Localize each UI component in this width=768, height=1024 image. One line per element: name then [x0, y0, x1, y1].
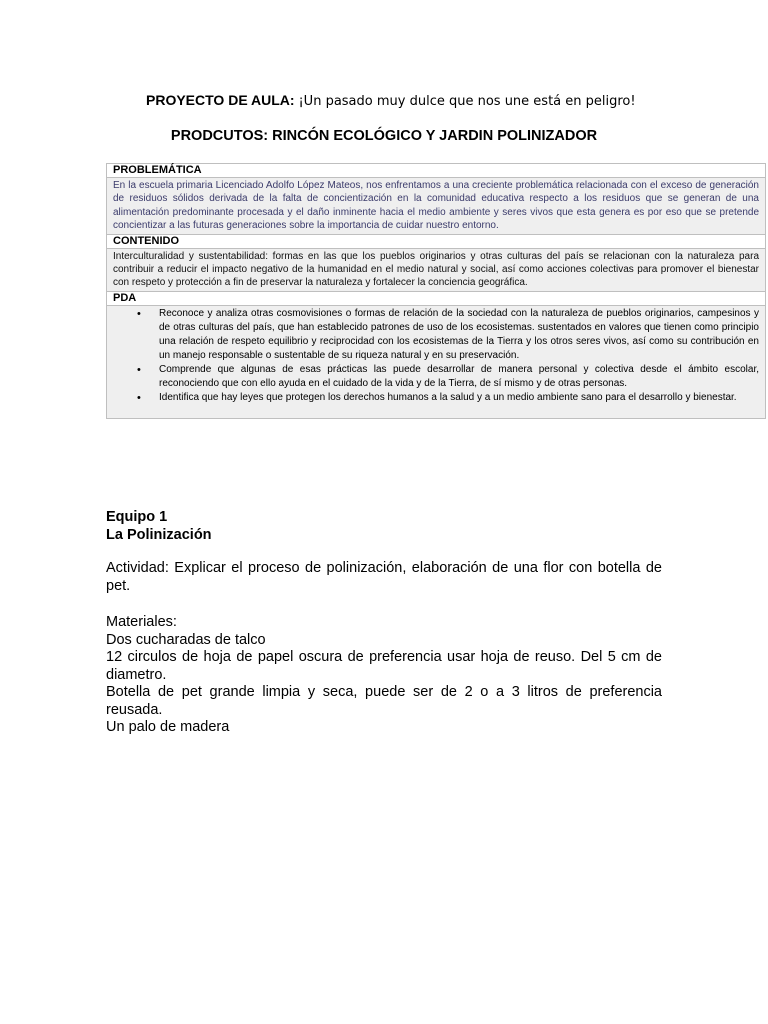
pda-heading: PDA [107, 292, 765, 306]
material-item: Un palo de madera [106, 719, 230, 735]
material-item: Dos cucharadas de talco [106, 631, 266, 648]
materials-block [106, 614, 662, 737]
problematica-text: En la escuela primaria Licenciado Adolfo López Mateos, nos enfrentamos a una creciente problemática relacionada con el exceso de generación de residuos sólidos derivada de la falta de concientización en la comunidad educativa respecto a los residuos que se generan de una alimentación predominante procesada y el daño inminente hacia el medio ambiente y seres vivos que esta genera es por eso que se pretende concientizar a las futuras generaciones sobre la importancia de cuidar nuestro entorno. [107, 178, 765, 235]
team-topic: La Polinización [106, 527, 212, 543]
pda-list-container [107, 306, 765, 419]
pda-item: • Comprende que algunas de esas prácticas las puede desarrollar de manera personal y colectiva desde el ámbito escolar, reconociendo que con ello ayuda en el cuidado de la vida y de la Tierra, de sí mismo y de otras personas. [159, 363, 759, 391]
material-item: Botella de pet grande limpia y seca, puede ser de 2 o a 3 litros de preferencia reusada. [106, 684, 662, 718]
project-title: ¡Un pasado muy dulce que nos une está en peligro! [298, 94, 636, 109]
project-label: PROYECTO DE AULA: [146, 92, 295, 108]
pda-list [113, 307, 759, 405]
pda-item: • Reconoce y analiza otras cosmovisiones o formas de relación de la sociedad con la naturaleza de pueblos originarios, campesinos y de otras culturas del país, que han establecido patrones de uso de los ecosistemas. sustentados en valores que tienen como principio una relación de respeto equilibrio y reciprocidad con los ecosistemas de la Tierra y los otros seres vivos, así como su contribución en un manejo responsable o sustentable de su riqueza natural y en su preservación. [159, 307, 759, 363]
material-item: 12 circulos de hoja de papel oscura de preferencia usar hoja de reuso. Del 5 cm de diametro. [106, 649, 662, 683]
materials-heading: Materiales: [106, 614, 177, 630]
project-title-line [146, 92, 706, 109]
activity-text: Actividad: Explicar el proceso de polinización, elaboración de una flor con botella de pet. [106, 560, 662, 594]
project-info-table [106, 163, 766, 419]
team-name: Equipo 1 [106, 509, 168, 525]
products-heading: PRODCUTOS: RINCÓN ECOLÓGICO Y JARDIN POLINIZADOR [170, 128, 598, 144]
team-block [106, 508, 666, 544]
contenido-text: Interculturalidad y sustentabilidad: formas en las que los pueblos originarios y otras culturas del país se relacionan con la naturaleza para contribuir a reducir el impacto negativo de la humanidad en el medio natural y social, así como acciones colectivas para promover el bienestar con respeto y protección a fin de preservar la naturaleza y fortalecer la conciencia geográfica. [107, 249, 765, 292]
pda-item: • Identifica que hay leyes que protegen los derechos humanos a la salud y a un medio ambiente sano para el desarrollo y bienestar. [159, 391, 759, 405]
contenido-heading: CONTENIDO [107, 235, 765, 249]
problematica-heading: PROBLEMÁTICA [107, 164, 765, 178]
